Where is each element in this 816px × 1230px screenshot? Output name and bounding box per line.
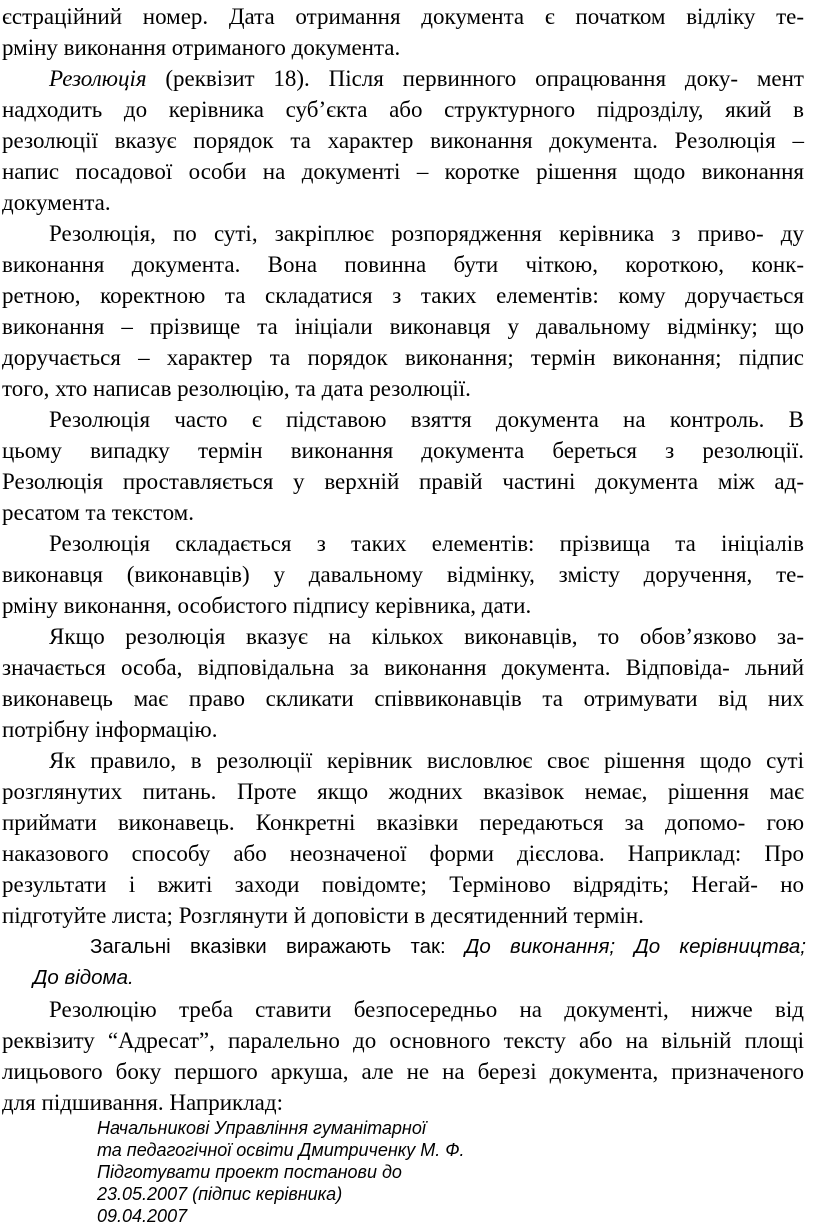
text-line: виконавця (виконавців) у давальному відмінку, змісту доручення, те-: [2, 562, 804, 587]
text-line: підготуйте листа; Розглянути й доповісти в десятиденний термін.: [2, 903, 644, 928]
text-line: реквізиту “Адресат”, паралельно до основного тексту або на вільній площі: [2, 1028, 804, 1053]
text-line: того, хто написав резолюцію, та дата резолюції.: [2, 376, 471, 401]
general-instructions-line: [90, 935, 806, 959]
text-line: розглянутих питань. Проте якщо жодних вказівок немає, рішення має: [2, 779, 804, 804]
general-instructions-line: [33, 966, 134, 990]
general-instructions-examples: До виконання; До керівництва;: [464, 935, 807, 958]
text-line: ресатом та текстом.: [2, 500, 194, 525]
text-line: потрібну інформацію.: [2, 717, 218, 742]
text-line: напис посадової особи на документі – коротке рішення щодо виконання: [2, 159, 804, 184]
text-line: Резолюція проставляється у верхній правій частині документа між ад-: [2, 469, 804, 494]
text-line: результати і вжиті заходи повідомте; Терміново відрядіть; Негай- но: [2, 872, 804, 897]
text-line: для підшивання. Наприклад:: [2, 1090, 283, 1115]
text-line: ретною, коректною та складатися з таких елементів: кому доручається: [2, 283, 804, 308]
text-line: надходить до керівника суб’єкта або структурного підрозділу, який в: [2, 97, 804, 122]
example-resolution-line: та педагогічної освіти Дмитриченку М. Ф.: [97, 1140, 465, 1160]
text-line: Резолюція складається з таких елементів: прізвища та ініціалів: [49, 531, 804, 556]
text-line: виконання документа. Вона повинна бути чіткою, короткою, конк-: [2, 252, 804, 277]
general-instructions-lead: Загальні вказівки виражають так:: [90, 935, 465, 958]
text-line: рміну виконання отриманого документа.: [2, 35, 401, 60]
example-resolution-line: Підготувати проект постанови до: [97, 1162, 402, 1182]
text-line: Резолюція часто є підставою взяття документа на контроль. В: [49, 407, 804, 432]
text-line: цьому випадку термін виконання документа береться з резолюції.: [2, 438, 804, 463]
example-resolution-line: Начальникові Управління гуманітарної: [97, 1118, 426, 1138]
text-line: виконання – прізвище та ініціали виконавця у давальному відмінку; що: [2, 314, 804, 339]
text-line: лицьового боку першого аркуша, але не на березі документа, призначеного: [2, 1059, 804, 1084]
text-line: рміну виконання, особистого підпису керівника, дати.: [2, 593, 532, 618]
text-line: Резолюція, по суті, закріплює розпорядження керівника з приво- ду: [49, 221, 804, 246]
text-line: наказового способу або неозначеної форми дієслова. Наприклад: Про: [2, 841, 804, 866]
text-line: значається особа, відповідальна за виконання документа. Відповіда- льний: [2, 655, 804, 680]
text-line: єстраційний номер. Дата отримання документа є початком відліку те-: [2, 4, 804, 29]
text-span: (реквізит 18). Після первинного опрацювання доку- мент: [146, 66, 804, 91]
resolution-term: Резолюція: [49, 66, 147, 91]
text-line: Як правило, в резолюції керівник висловлює своє рішення щодо суті: [49, 748, 804, 773]
text-line: документа.: [2, 190, 111, 215]
text-line: приймати виконавець. Конкретні вказівки передаються за допомо- гою: [2, 810, 804, 835]
text-line: доручається – характер та порядок виконання; термін виконання; підпис: [2, 345, 804, 370]
example-date: 09.04.2007: [97, 1206, 188, 1226]
text-line: Якщо резолюція вказує на кількох виконавців, то обов’язково за-: [49, 624, 804, 649]
example-resolution-line: 23.05.2007 (підпис керівника): [97, 1184, 343, 1204]
text-line: резолюції вказує порядок та характер виконання документа. Резолюція –: [2, 128, 804, 153]
resolution-definition-first-line: [49, 64, 804, 95]
text-line: виконавець має право скликати співвиконавців та отримувати від них: [2, 686, 804, 711]
text-line: Резолюцію треба ставити безпосередньо на документі, нижче від: [49, 997, 804, 1022]
general-instructions-examples: До відома.: [33, 966, 134, 989]
